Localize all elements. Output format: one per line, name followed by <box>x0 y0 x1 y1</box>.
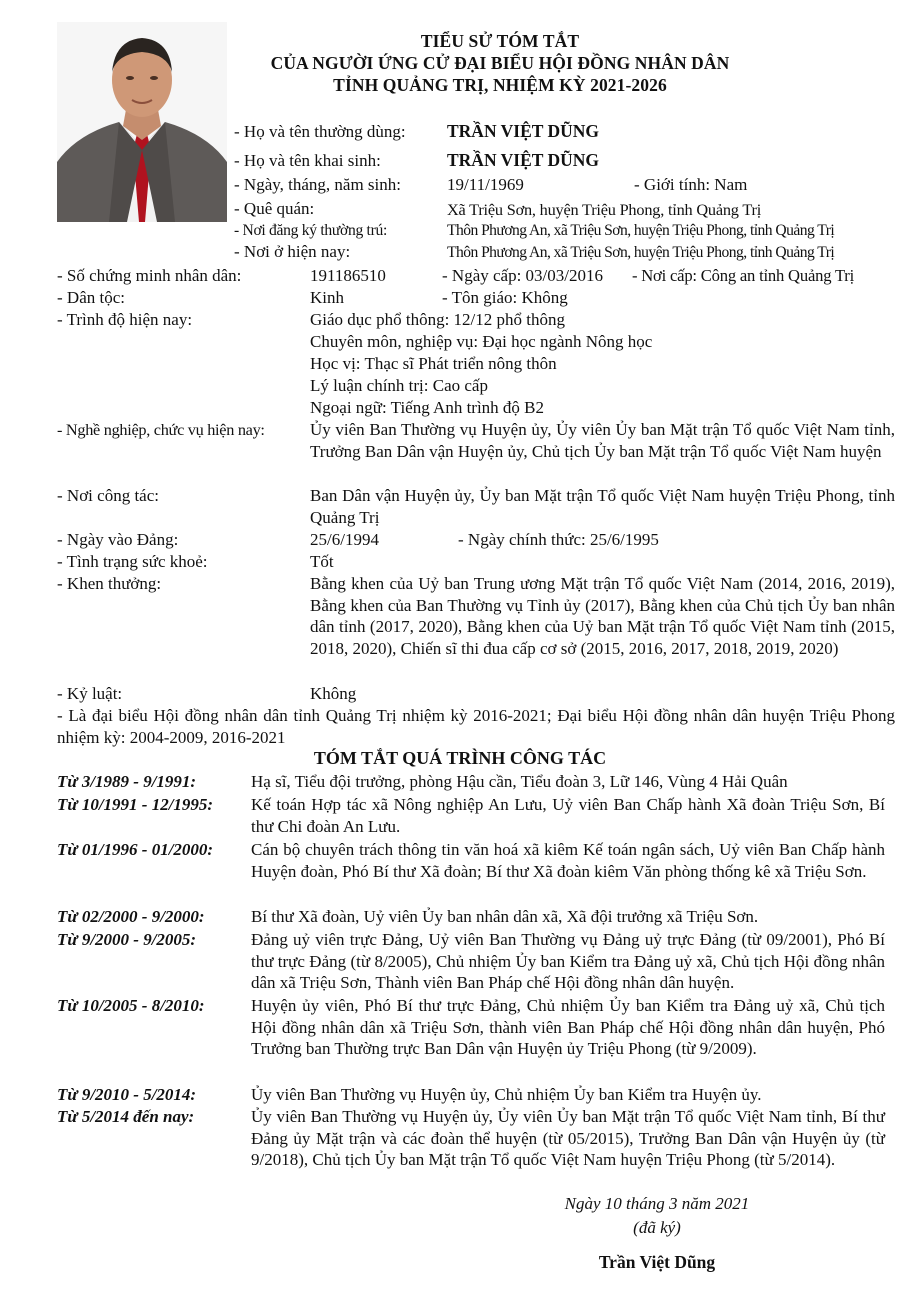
title-line-3: TỈNH QUẢNG TRỊ, NHIỆM KỲ 2021-2026 <box>333 75 667 95</box>
portrait-photo <box>57 22 227 222</box>
education-degree: Học vị: Thạc sĩ Phát triển nông thôn <box>310 354 557 373</box>
education-language: Ngoại ngữ: Tiếng Anh trình độ B2 <box>310 398 545 417</box>
hometown-value: Xã Triệu Sơn, huyện Triệu Phong, tỉnh Quảng Trị <box>447 200 762 219</box>
dob-value: 19/11/1969 <box>447 175 524 194</box>
id-number-label: - Số chứng minh nhân dân: <box>57 266 242 285</box>
common-name-label: - Họ và tên thường dùng: <box>234 122 406 141</box>
title-line-2: CỦA NGƯỜI ỨNG CỬ ĐẠI BIỂU HỘI ĐỒNG NHÂN DÂN <box>270 53 730 73</box>
current-address-label: - Nơi ở hiện nay: <box>234 242 351 261</box>
work-description: Huyện ủy viên, Phó Bí thư trực Đảng, Chủ nhiệm Ủy ban Kiểm tra Đảng uỷ xã, Chủ tịch Hội đồng nhân dân xã Triệu Sơn, thành viên Ban Pháp chế Hội đồng nhân dân huyện, Phó Trưởng ban Thường trực Ban Dân vận Huyện ủy Triệu Phong (từ 9/2009). <box>251 996 885 1059</box>
work-description: Đảng uỷ viên trực Đảng, Uỷ viên Ban Thường vụ Đảng uỷ trực Đảng (từ 09/2001), Phó Bí thư trực Đảng (từ 8/2005), Chủ nhiệm Ủy ban Kiểm tra Đảng uỷ xã, Chủ tịch Hội đồng nhân dân xã Triệu Sơn, Thành viên Ban Pháp chế Hội đồng nhân dân huyện. <box>251 930 885 993</box>
birth-name-label: - Họ và tên khai sinh: <box>234 151 381 170</box>
health-value: Tốt <box>310 552 334 571</box>
residence-label: - Nơi đăng ký thường trú: <box>234 222 388 239</box>
religion-value: - Tôn giáo: Không <box>442 288 568 307</box>
signer-name: Trần Việt Dũng <box>598 1252 716 1272</box>
discipline-value: Không <box>310 684 357 703</box>
awards-label: - Khen thưởng: <box>57 574 162 593</box>
work-description: Bí thư Xã đoàn, Uỷ viên Ủy ban nhân dân xã, Xã đội trưởng xã Triệu Sơn. <box>251 907 759 926</box>
job-value: Ủy viên Ban Thường vụ Huyện ủy, Ủy viên Ủy ban Mặt trận Tổ quốc Việt Nam tỉnh, Trưởng Ban Dân vận Huyện ủy, Chủ tịch Ủy ban Mặt trận Tổ quốc Việt Nam huyện <box>310 420 895 461</box>
work-period: Từ 01/1996 - 01/2000: <box>57 840 214 859</box>
work-history-title: TÓM TẮT QUÁ TRÌNH CÔNG TÁC <box>313 748 607 768</box>
work-period: Từ 02/2000 - 9/2000: <box>57 907 205 926</box>
work-period: Từ 5/2014 đến nay: <box>57 1107 195 1126</box>
party-official-date: - Ngày chính thức: 25/6/1995 <box>458 530 659 549</box>
work-period: Từ 9/2010 - 5/2014: <box>57 1085 197 1104</box>
ethnic-label: - Dân tộc: <box>57 288 125 307</box>
residence-value: Thôn Phương An, xã Triệu Sơn, huyện Triệu Phong, tỉnh Quảng Trị <box>447 222 835 239</box>
education-label: - Trình độ hiện nay: <box>57 310 193 329</box>
dob-label: - Ngày, tháng, năm sinh: <box>234 175 401 194</box>
current-address-value: Thôn Phương An, xã Triệu Sơn, huyện Triệu Phong, tỉnh Quảng Trị <box>447 244 835 261</box>
id-issue-date: - Ngày cấp: 03/03/2016 <box>442 266 603 285</box>
party-date-label: - Ngày vào Đảng: <box>57 530 179 549</box>
health-label: - Tình trạng sức khoẻ: <box>57 552 208 571</box>
title-line-1: TIỂU SỬ TÓM TẮT <box>420 31 580 51</box>
work-period: Từ 9/2000 - 9/2005: <box>57 930 197 949</box>
work-description: Ủy viên Ban Thường vụ Huyện ủy, Ủy viên Ủy ban Mặt trận Tổ quốc Việt Nam tỉnh, Bí thư Đảng ủy Mặt trận và các đoàn thể huyện (từ 05/2015), Trưởng Ban Dân vận Huyện ủy (từ 9/2018), Chủ tịch Ủy ban Mặt trận Tổ quốc Việt Nam huyện Triệu Phong (từ 5/2014). <box>251 1107 885 1170</box>
work-description: Kế toán Hợp tác xã Nông nghiệp An Lưu, Uỷ viên Ban Chấp hành Xã đoàn Triệu Sơn, Bí thư Chi đoàn An Lưu. <box>251 795 885 836</box>
work-period: Từ 3/1989 - 9/1991: <box>57 772 197 791</box>
job-label: - Nghề nghiệp, chức vụ hiện nay: <box>57 420 265 439</box>
gender-value: - Giới tính: Nam <box>634 175 748 194</box>
work-description: Hạ sĩ, Tiểu đội trưởng, phòng Hậu cần, Tiểu đoàn 3, Lữ 146, Vùng 4 Hải Quân <box>251 772 788 791</box>
id-number-value: 191186510 <box>310 266 386 285</box>
delegate-history: - Là đại biểu Hội đồng nhân dân tỉnh Quảng Trị nhiệm kỳ 2016-2021; Đại biểu Hội đồng nhân dân huyện Triệu Phong nhiệm kỳ: 2004-2009, 2016-2021 <box>57 706 895 747</box>
ethnic-value: Kinh <box>310 288 344 307</box>
party-date-value: 25/6/1994 <box>310 530 379 549</box>
education-major: Chuyên môn, nghiệp vụ: Đại học ngành Nông học <box>310 332 653 351</box>
education-general: Giáo dục phổ thông: 12/12 phổ thông <box>310 310 565 329</box>
work-description: Cán bộ chuyên trách thông tin văn hoá xã kiêm Kế toán ngân sách, Uỷ viên Ban Chấp hành Huyện đoàn, Phó Bí thư Xã đoàn; Bí thư Xã đoàn kiêm Văn phòng thống kê xã Triệu Sơn. <box>251 840 885 881</box>
education-politics: Lý luận chính trị: Cao cấp <box>310 376 488 395</box>
work-period: Từ 10/2005 - 8/2010: <box>57 996 205 1015</box>
work-description: Ủy viên Ban Thường vụ Huyện ủy, Chủ nhiệm Ủy ban Kiểm tra Huyện ủy. <box>251 1085 762 1104</box>
workplace-value: Ban Dân vận Huyện ủy, Ủy ban Mặt trận Tổ quốc Việt Nam huyện Triệu Phong, tỉnh Quảng Trị <box>310 486 895 527</box>
workplace-label: - Nơi công tác: <box>57 486 159 505</box>
signature-block <box>457 1192 857 1274</box>
work-period: Từ 10/1991 - 12/1995: <box>57 795 214 814</box>
common-name-value: TRẦN VIỆT DŨNG <box>447 121 600 141</box>
signature-note: (đã ký) <box>633 1218 681 1237</box>
signature-date: Ngày 10 tháng 3 năm 2021 <box>564 1194 750 1213</box>
birth-name-value: TRẦN VIỆT DŨNG <box>447 150 600 170</box>
portrait-illustration <box>57 22 227 222</box>
awards-value: Bằng khen của Uỷ ban Trung ương Mặt trận Tổ quốc Việt Nam (2014, 2016, 2019), Bằng khen của Ban Thường vụ Tỉnh ủy (2017), Bằng khen của Chủ tịch Ủy ban nhân dân tỉnh (2017, 2020), Bằng khen của Uỷ ban Mặt trận Tổ quốc Việt Nam tỉnh (2015, 2018, 2020), Chiến sĩ thi đua cấp cơ sở (2015, 2016, 2017, 2018, 2019, 2020) <box>310 574 895 659</box>
id-issue-place: - Nơi cấp: Công an tỉnh Quảng Trị <box>632 266 855 285</box>
discipline-label: - Kỷ luật: <box>57 684 123 703</box>
hometown-label: - Quê quán: <box>234 199 315 218</box>
